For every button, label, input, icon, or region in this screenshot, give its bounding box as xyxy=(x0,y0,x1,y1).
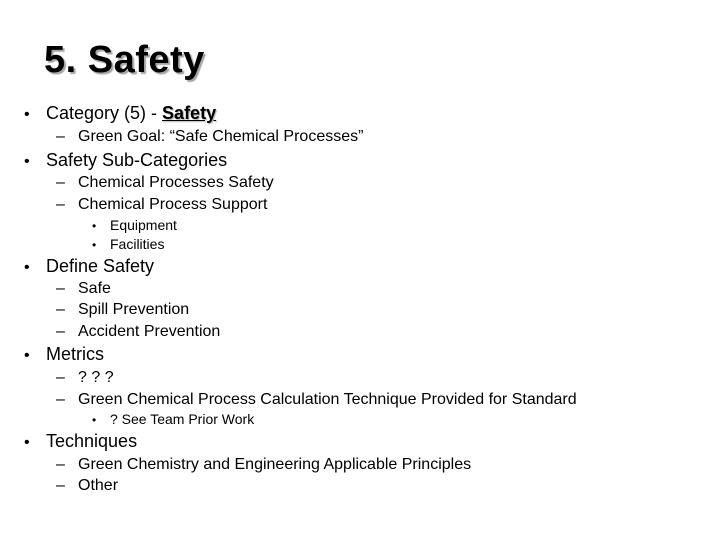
sub-bullet-green-goal xyxy=(56,127,363,147)
metrics-text: Metrics xyxy=(46,344,104,364)
bullet-marker: • xyxy=(24,153,30,170)
techniques-text: Techniques xyxy=(46,431,138,451)
sub-bullet-other xyxy=(56,476,118,496)
sub-bullet-calc-technique xyxy=(56,390,577,410)
chem-process-safety-text: Chemical Processes Safety xyxy=(78,174,274,191)
sub-bullet-green-chem-principles xyxy=(56,455,471,475)
green-chem-principles-text: Green Chemistry and Engineering Applicable Principles xyxy=(78,456,472,473)
bullet-marker: • xyxy=(92,413,97,427)
sub-sub-bullet-see-team xyxy=(92,410,254,429)
bullet-techniques xyxy=(24,430,137,454)
category-emphasis: Safety xyxy=(162,103,217,123)
dash-marker: – xyxy=(56,128,65,145)
other-text: Other xyxy=(78,477,119,494)
sub-bullet-accident-prevention xyxy=(56,322,220,342)
dash-marker: – xyxy=(56,301,65,318)
bullet-marker: • xyxy=(92,238,97,252)
dash-marker: – xyxy=(56,477,65,494)
sub-bullet-spill-prevention xyxy=(56,300,189,320)
see-team-text: ? See Team Prior Work xyxy=(110,411,255,427)
sub-bullet-chem-process-support xyxy=(56,195,267,215)
bullet-marker: • xyxy=(24,259,30,276)
category-label: Category (5) - xyxy=(46,103,163,123)
dash-marker: – xyxy=(56,369,65,386)
sub-sub-bullet-facilities xyxy=(92,235,164,254)
facilities-text: Facilities xyxy=(110,236,165,252)
bullet-sub-categories xyxy=(24,149,227,173)
dash-marker: – xyxy=(56,280,65,297)
dash-marker: – xyxy=(56,174,65,191)
safe-text: Safe xyxy=(78,280,111,297)
equipment-text: Equipment xyxy=(110,217,177,233)
bullet-marker: • xyxy=(24,347,30,364)
calc-technique-text: Green Chemical Process Calculation Technique Provided for Standard xyxy=(78,391,577,408)
bullet-marker: • xyxy=(92,219,97,233)
sub-bullet-metrics-unknown xyxy=(56,368,114,388)
sub-categories-text: Safety Sub-Categories xyxy=(46,150,228,170)
bullet-metrics xyxy=(24,343,104,367)
dash-marker: – xyxy=(56,323,65,340)
chem-process-support-text: Chemical Process Support xyxy=(78,196,268,213)
metrics-unknown-text: ? ? ? xyxy=(78,369,114,386)
bullet-marker: • xyxy=(24,106,30,123)
sub-bullet-safe xyxy=(56,279,111,299)
define-safety-text: Define Safety xyxy=(46,256,155,276)
spill-prevention-text: Spill Prevention xyxy=(78,301,190,318)
bullet-category xyxy=(24,102,216,126)
bullet-define-safety xyxy=(24,255,154,279)
bullet-marker: • xyxy=(24,434,30,451)
slide-title: 5. Safety xyxy=(44,39,205,81)
accident-prevention-text: Accident Prevention xyxy=(78,323,221,340)
dash-marker: – xyxy=(56,196,65,213)
dash-marker: – xyxy=(56,456,65,473)
sub-sub-bullet-equipment xyxy=(92,216,177,235)
green-goal-text: Green Goal: “Safe Chemical Processes” xyxy=(78,128,364,145)
sub-bullet-chem-process-safety xyxy=(56,173,274,193)
dash-marker: – xyxy=(56,391,65,408)
